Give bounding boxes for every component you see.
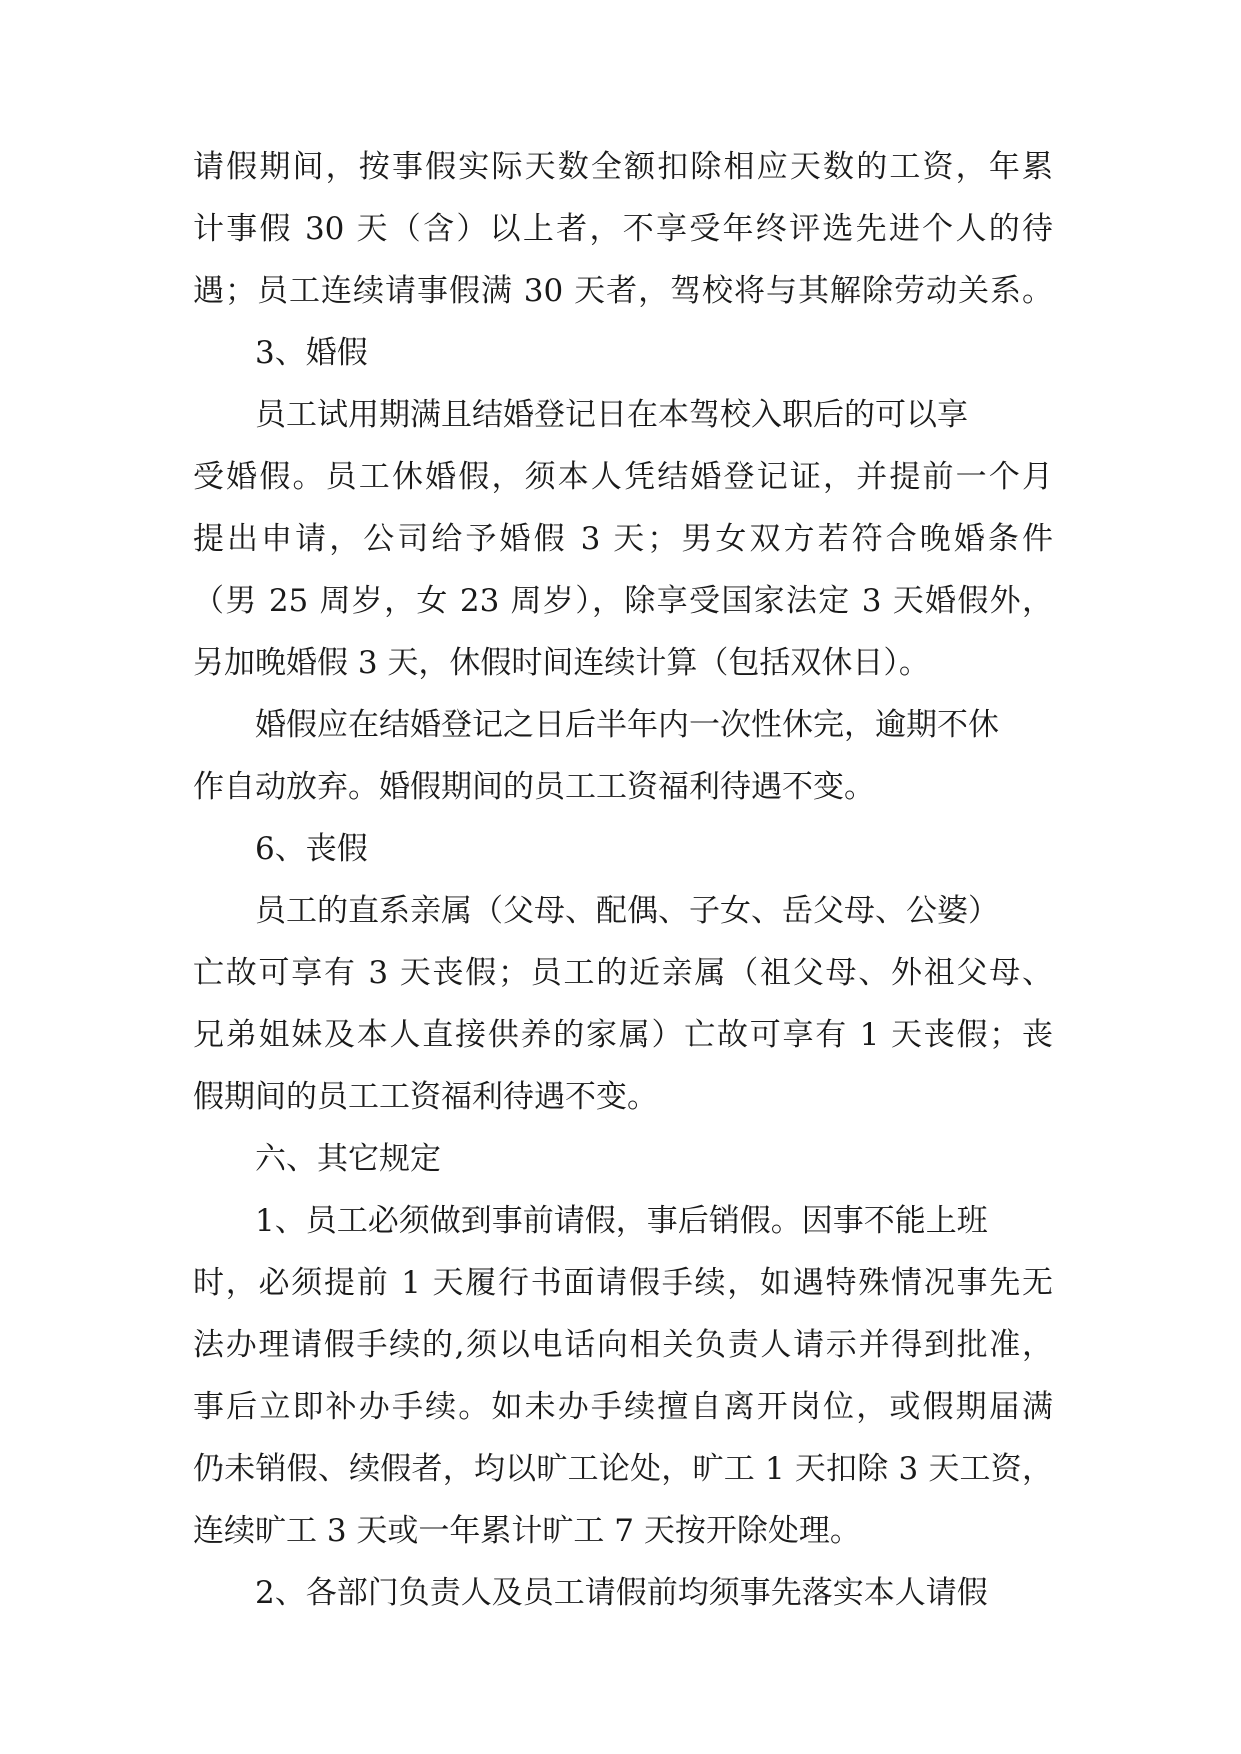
text-line: 2、各部门负责人及员工请假前均须事先落实本人请假 — [255, 1575, 988, 1611]
text-line: 婚假应在结婚登记之日后半年内一次性休完，逾期不休 — [255, 707, 999, 743]
text-line: 仍未销假、续假者，均以旷工论处，旷工 1 天扣除 3 天工资， — [193, 1451, 1053, 1487]
text-line: 受婚假。员工休婚假，须本人凭结婚登记证，并提前一个月 — [193, 459, 1053, 495]
text-line: 1、员工必须做到事前请假，事后销假。因事不能上班 — [255, 1203, 988, 1239]
text-line: 计事假 30 天（含）以上者，不享受年终评选先进个人的待 — [193, 211, 1053, 247]
text-line: 提出申请，公司给予婚假 3 天；男女双方若符合晚婚条件 — [193, 521, 1053, 557]
text-line: 连续旷工 3 天或一年累计旷工 7 天按开除处理。 — [193, 1513, 861, 1549]
text-line: 法办理请假手续的,须以电话向相关负责人请示并得到批准， — [193, 1327, 1053, 1363]
text-line: 员工试用期满且结婚登记日在本驾校入职后的可以享 — [255, 397, 968, 433]
section-heading: 3、婚假 — [255, 335, 368, 371]
text-line: 时，必须提前 1 天履行书面请假手续，如遇特殊情况事先无 — [193, 1265, 1053, 1301]
section-heading: 六、其它规定 — [255, 1141, 441, 1177]
text-line: 亡故可享有 3 天丧假；员工的近亲属（祖父母、外祖父母、 — [193, 955, 1053, 991]
text-line: 兄弟姐妹及本人直接供养的家属）亡故可享有 1 天丧假；丧 — [193, 1017, 1053, 1053]
text-line: 员工的直系亲属（父母、配偶、子女、岳父母、公婆） — [255, 893, 999, 929]
text-line: （男 25 周岁，女 23 周岁），除享受国家法定 3 天婚假外， — [193, 583, 1053, 619]
text-line: 假期间的员工工资福利待遇不变。 — [193, 1079, 658, 1115]
text-line: 作自动放弃。婚假期间的员工工资福利待遇不变。 — [193, 769, 875, 805]
text-line: 遇；员工连续请事假满 30 天者，驾校将与其解除劳动关系。 — [193, 273, 1053, 309]
text-line: 事后立即补办手续。如未办手续擅自离开岗位，或假期届满 — [193, 1389, 1053, 1425]
text-line: 请假期间，按事假实际天数全额扣除相应天数的工资，年累 — [193, 149, 1053, 185]
text-line: 另加晚婚假 3 天，休假时间连续计算（包括双休日）。 — [193, 645, 930, 681]
section-heading: 6、丧假 — [255, 831, 368, 867]
